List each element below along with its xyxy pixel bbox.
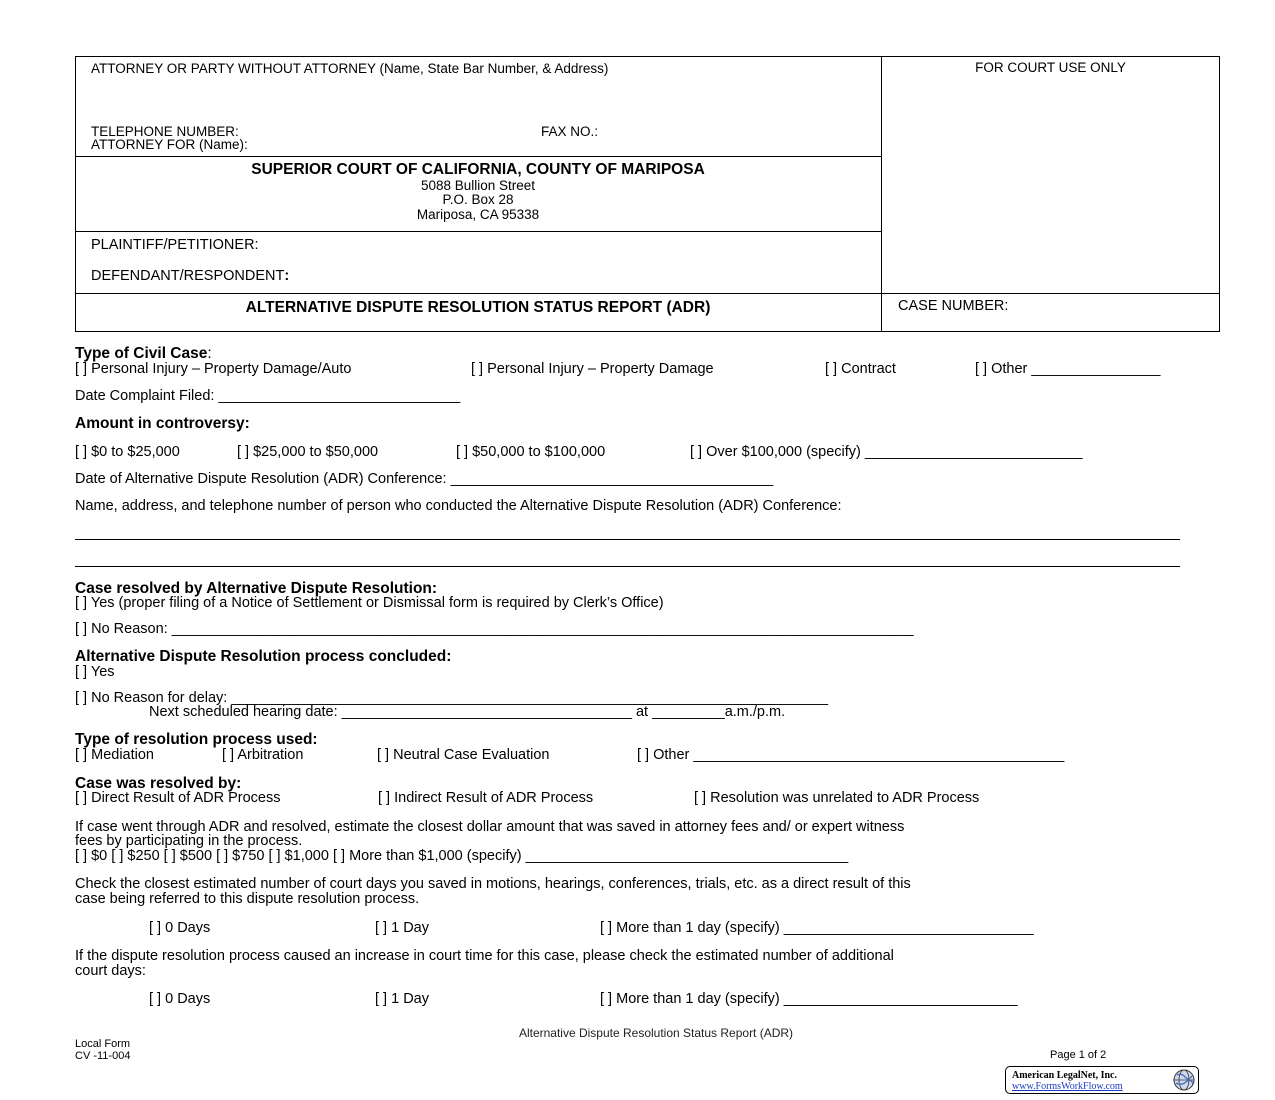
resolved-by-direct[interactable]: [ ] Direct Result of ADR Process xyxy=(75,790,281,806)
telephone-label: TELEPHONE NUMBER: xyxy=(91,124,239,139)
resolved-no-option[interactable]: [ ] No Reason: ____________________________________________________________________________________________ xyxy=(75,621,914,637)
concluded-heading: Alternative Dispute Resolution process concluded: xyxy=(75,648,452,665)
days-saved-question-line2: case being referred to this dispute resolution process. xyxy=(75,891,420,907)
caption-divider-1 xyxy=(75,156,881,157)
process-option-mediation[interactable]: [ ] Mediation xyxy=(75,747,154,763)
civil-case-option-contract[interactable]: [ ] Contract xyxy=(825,361,896,377)
amount-option-0-25k[interactable]: [ ] $0 to $25,000 xyxy=(75,444,180,460)
resolved-by-unrelated[interactable]: [ ] Resolution was unrelated to ADR Process xyxy=(694,790,980,806)
civil-case-option-pi-property[interactable]: [ ] Personal Injury – Property Damage xyxy=(471,361,714,377)
process-option-neutral-evaluation[interactable]: [ ] Neutral Case Evaluation xyxy=(377,747,550,763)
caption-divider-vertical xyxy=(881,56,882,332)
amount-option-50k-100k[interactable]: [ ] $50,000 to $100,000 xyxy=(456,444,606,460)
vendor-name: American LegalNet, Inc. xyxy=(1012,1070,1117,1081)
court-address-line3: Mariposa, CA 95338 xyxy=(416,207,540,222)
days-added-question-line2: court days: xyxy=(75,963,146,979)
footer-page-number: Page 1 of 2 xyxy=(1050,1049,1107,1061)
vendor-url-link[interactable]: www.FormsWorkFlow.com xyxy=(1012,1081,1123,1092)
process-option-other[interactable]: [ ] Other ______________________________________________ xyxy=(637,747,1065,763)
civil-case-option-other[interactable]: [ ] Other ________________ xyxy=(975,361,1161,377)
concluded-no-option[interactable]: [ ] No Reason for delay: __________________________________________________________________________ xyxy=(75,690,829,706)
plaintiff-label: PLAINTIFF/PETITIONER: xyxy=(91,237,259,253)
resolved-yes-option[interactable]: [ ] Yes (proper filing of a Notice of Settlement or Dismissal form is required by Clerk’s Office) xyxy=(75,595,664,611)
court-name: SUPERIOR COURT OF CALIFORNIA, COUNTY OF MARIPOSA xyxy=(251,161,705,178)
footer-local-form: Local Form xyxy=(75,1038,131,1050)
resolved-by-heading: Case was resolved by: xyxy=(75,775,242,792)
adr-conference-date-field[interactable]: Date of Alternative Dispute Resolution (ADR) Conference: ________________________________________ xyxy=(75,471,774,487)
amount-heading: Amount in controversy: xyxy=(75,415,250,432)
case-number-label: CASE NUMBER: xyxy=(898,298,1009,314)
attorney-label: ATTORNEY OR PARTY WITHOUT ATTORNEY (Name, State Bar Number, & Address) xyxy=(91,61,609,76)
days-saved-option-1[interactable]: [ ] 1 Day xyxy=(375,920,429,936)
savings-question-line1: If case went through ADR and resolved, estimate the closest dollar amount that was saved in attorney fees and/ or expert witness xyxy=(75,819,905,835)
fax-label: FAX NO.: xyxy=(541,124,599,139)
amount-option-25k-50k[interactable]: [ ] $25,000 to $50,000 xyxy=(237,444,379,460)
savings-options[interactable]: [ ] $0 [ ] $250 [ ] $500 [ ] $750 [ ] $1,000 [ ] More than $1,000 (specify) ________________________________________ xyxy=(75,848,849,864)
adr-conductor-label: Name, address, and telephone number of person who conducted the Alternative Dispute Resolution (ADR) Conference: xyxy=(75,498,842,514)
footer-title: Alternative Dispute Resolution Status Report (ADR) xyxy=(518,1026,794,1040)
civil-case-option-pi-auto[interactable]: [ ] Personal Injury – Property Damage/Auto xyxy=(75,361,352,377)
resolved-heading: Case resolved by Alternative Dispute Resolution: xyxy=(75,580,438,597)
caption-divider-2 xyxy=(75,231,881,232)
court-use-label: FOR COURT USE ONLY xyxy=(975,60,1126,75)
adr-conductor-line-1[interactable] xyxy=(75,539,1180,540)
process-option-arbitration[interactable]: [ ] Arbitration xyxy=(222,747,304,763)
globe-icon xyxy=(1173,1069,1195,1091)
attorney-for-label: ATTORNEY FOR (Name): xyxy=(91,137,248,152)
court-address-line1: 5088 Bullion Street xyxy=(420,178,536,193)
days-added-option-more[interactable]: [ ] More than 1 day (specify) _____________________________ xyxy=(600,991,1018,1007)
form-title: ALTERNATIVE DISPUTE RESOLUTION STATUS REPORT (ADR) xyxy=(245,299,711,316)
concluded-yes-option[interactable]: [ ] Yes xyxy=(75,664,115,680)
next-hearing-date-field[interactable]: Next scheduled hearing date: ____________________________________ at _________a.m./p.m. xyxy=(149,704,786,720)
resolved-by-indirect[interactable]: [ ] Indirect Result of ADR Process xyxy=(378,790,594,806)
adr-conductor-line-2[interactable] xyxy=(75,566,1180,567)
savings-question-line2: fees by participating in the process. xyxy=(75,833,303,849)
days-added-option-1[interactable]: [ ] 1 Day xyxy=(375,991,429,1007)
days-saved-option-more[interactable]: [ ] More than 1 day (specify) _______________________________ xyxy=(600,920,1034,936)
days-saved-option-0[interactable]: [ ] 0 Days xyxy=(149,920,211,936)
days-saved-question-line1: Check the closest estimated number of court days you saved in motions, hearings, conferences, trials, etc. as a direct result of this xyxy=(75,876,911,892)
caption-divider-3 xyxy=(75,293,1220,294)
court-address-line2: P.O. Box 28 xyxy=(442,192,514,207)
civil-case-heading: Type of Civil Case: xyxy=(75,345,212,362)
vendor-logo[interactable] xyxy=(1005,1066,1199,1094)
defendant-label: DEFENDANT/RESPONDENT: xyxy=(91,268,290,284)
footer-form-number: CV -11-004 xyxy=(75,1050,131,1062)
process-type-heading: Type of resolution process used: xyxy=(75,731,318,748)
days-added-option-0[interactable]: [ ] 0 Days xyxy=(149,991,211,1007)
amount-option-over-100k[interactable]: [ ] Over $100,000 (specify) ___________________________ xyxy=(690,444,1083,460)
date-complaint-filed-field[interactable]: Date Complaint Filed: ______________________________ xyxy=(75,388,461,404)
days-added-question-line1: If the dispute resolution process caused an increase in court time for this case, please check the estimated number of additional xyxy=(75,948,894,964)
